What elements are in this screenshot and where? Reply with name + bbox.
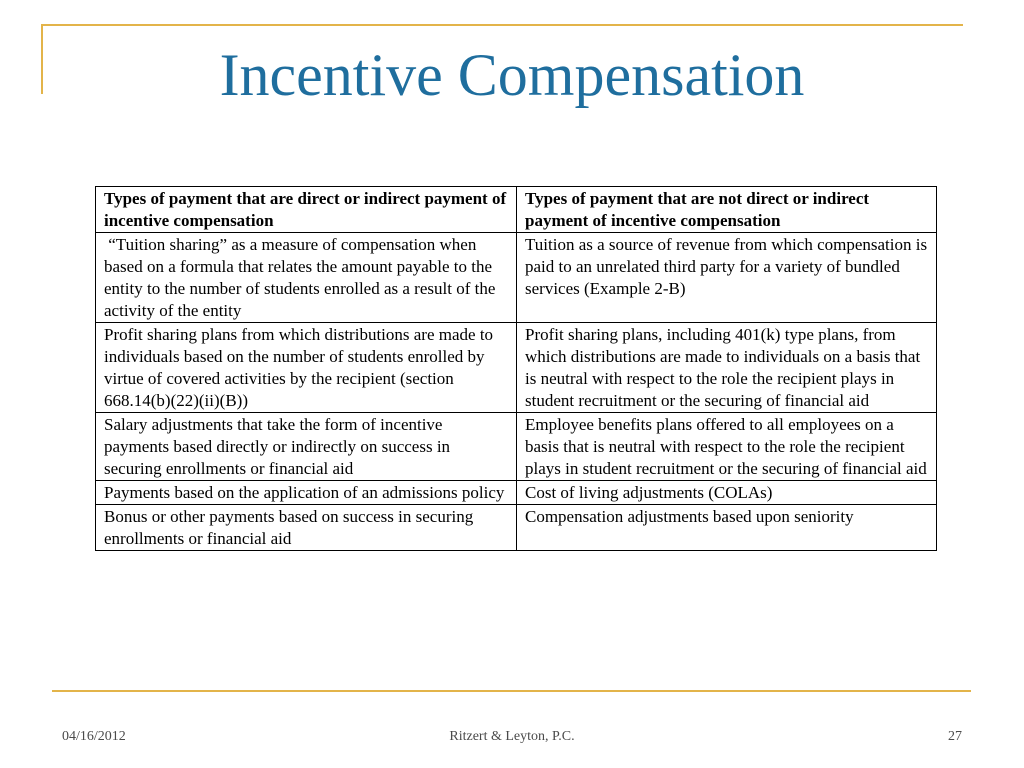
footer-date: 04/16/2012	[62, 729, 126, 744]
footer-page-number: 27	[948, 729, 962, 744]
table-row	[96, 413, 937, 481]
not-direct-payment-cell: Cost of living adjustments (COLAs)	[517, 481, 937, 505]
top-accent-line	[41, 24, 963, 26]
bottom-accent-line	[52, 690, 971, 692]
table-row	[96, 505, 937, 551]
direct-payment-cell: Payments based on the application of an admissions policy	[96, 481, 517, 505]
table-row	[96, 233, 937, 323]
table-row	[96, 323, 937, 413]
not-direct-payment-cell: Profit sharing plans, including 401(k) type plans, from which distributions are made to individuals on a basis that is neutral with respect to the role the recipient plays in student recruitment or the securing of financial aid	[517, 323, 937, 413]
direct-payment-cell: Salary adjustments that take the form of incentive payments based directly or indirectly on success in securing enrollments or financial aid	[96, 413, 517, 481]
direct-payment-cell: Profit sharing plans from which distributions are made to individuals based on the number of students enrolled by virtue of covered activities by the recipient (section 668.14(b)(22)(ii)(B))	[96, 323, 517, 413]
not-direct-payment-cell: Employee benefits plans offered to all employees on a basis that is neutral with respect to the role the recipient plays in student recruitment or the securing of financial aid	[517, 413, 937, 481]
header-direct-payments: Types of payment that are direct or indirect payment of incentive compensation	[96, 187, 517, 233]
not-direct-payment-cell: Tuition as a source of revenue from which compensation is paid to an unrelated third party for a variety of bundled services (Example 2-B)	[517, 233, 937, 323]
table-header-row	[96, 187, 937, 233]
not-direct-payment-cell: Compensation adjustments based upon seniority	[517, 505, 937, 551]
compensation-table	[95, 186, 937, 551]
header-not-direct-payments: Types of payment that are not direct or indirect payment of incentive compensation	[517, 187, 937, 233]
direct-payment-cell: “Tuition sharing” as a measure of compensation when based on a formula that relates the amount payable to the entity to the number of students enrolled as a result of the activity of the entity	[96, 233, 517, 323]
table-row	[96, 481, 937, 505]
slide-title: Incentive Compensation	[219, 42, 805, 108]
direct-payment-cell: Bonus or other payments based on success in securing enrollments or financial aid	[96, 505, 517, 551]
footer-presenter: Ritzert & Leyton, P.C.	[449, 729, 575, 744]
